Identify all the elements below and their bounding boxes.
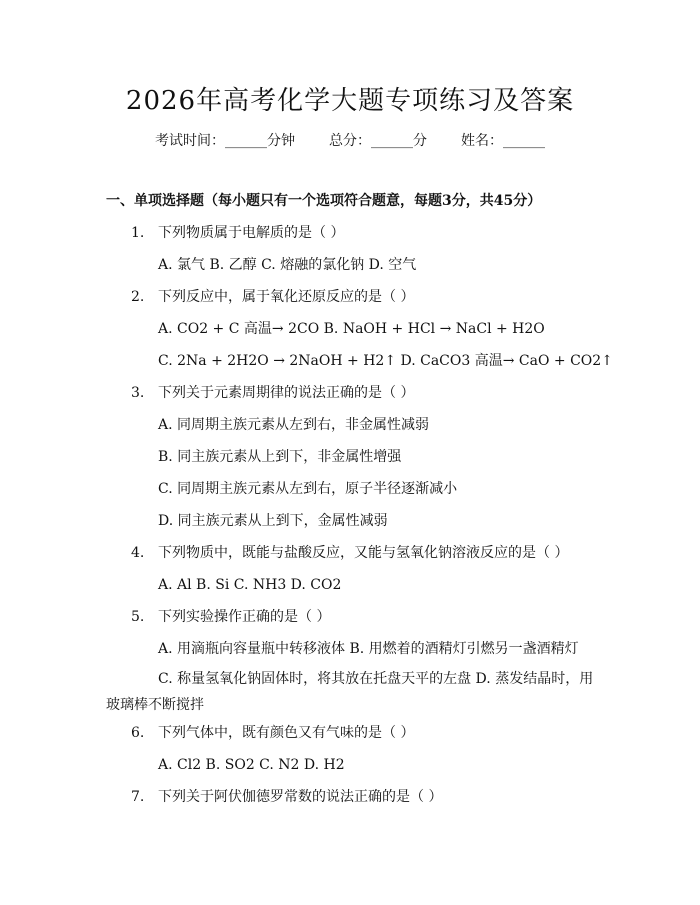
question-number: 5. bbox=[131, 609, 145, 625]
question-text: 下列物质中，既能与盐酸反应，又能与氢氧化钠溶液反应的是（ ） bbox=[158, 545, 569, 561]
question-number: 3. bbox=[131, 385, 145, 401]
question-2 bbox=[131, 287, 414, 307]
section-heading: 一、单项选择题（每小题只有一个选项符合题意，每题3分，共45分） bbox=[106, 193, 542, 209]
question-6 bbox=[131, 723, 414, 743]
question-2-options-cd: C. 2Na + 2H2O → 2NaOH + H2↑ D. CaCO3 高温→ CaO + CO2↑ bbox=[158, 353, 613, 369]
question-3 bbox=[131, 383, 414, 403]
question-number: 1. bbox=[131, 225, 145, 241]
question-3-option-a: A. 同周期主族元素从左到右，非金属性减弱 bbox=[158, 417, 430, 433]
question-2-options-ab: A. CO2 + C 高温→ 2CO B. NaOH + HCl → NaCl + H2O bbox=[158, 321, 545, 337]
exam-time-field: 考试时间：______分钟 bbox=[155, 133, 295, 149]
question-6-options: A. Cl2 B. SO2 C. N2 D. H2 bbox=[158, 757, 345, 773]
question-number: 6. bbox=[131, 725, 145, 741]
page-title: 2026年高考化学大题专项练习及答案 bbox=[125, 86, 575, 116]
question-text: 下列关于元素周期律的说法正确的是（ ） bbox=[158, 385, 415, 401]
question-5 bbox=[131, 607, 330, 627]
question-text: 下列实验操作正确的是（ ） bbox=[158, 609, 331, 625]
question-1 bbox=[131, 223, 344, 243]
question-text: 下列关于阿伏伽德罗常数的说法正确的是（ ） bbox=[158, 789, 443, 805]
question-1-options: A. 氯气 B. 乙醇 C. 熔融的氯化钠 D. 空气 bbox=[158, 257, 417, 273]
question-number: 4. bbox=[131, 545, 145, 561]
question-5-options-ab: A. 用滴瓶向容量瓶中转移液体 B. 用燃着的酒精灯引燃另一盏酒精灯 bbox=[158, 641, 579, 657]
exam-info bbox=[0, 130, 700, 150]
question-number: 7. bbox=[131, 789, 145, 805]
question-3-option-c: C. 同周期主族元素从左到右，原子半径逐渐减小 bbox=[158, 481, 458, 497]
total-score-field: 总分：______分 bbox=[329, 133, 427, 149]
question-4-options: A. Al B. Si C. NH3 D. CO2 bbox=[158, 577, 342, 593]
question-3-option-b: B. 同主族元素从上到下，非金属性增强 bbox=[158, 449, 402, 465]
question-5-options-cd: C. 称量氢氧化钠固体时，将其放在托盘天平的左盘 D. 蒸发结晶时，用玻璃棒不断搅拌 bbox=[106, 671, 594, 713]
question-7 bbox=[131, 787, 442, 807]
question-4 bbox=[131, 543, 568, 563]
name-field: 姓名：______ bbox=[461, 133, 545, 149]
question-text: 下列气体中，既有颜色又有气味的是（ ） bbox=[158, 725, 415, 741]
question-text: 下列物质属于电解质的是（ ） bbox=[158, 225, 345, 241]
question-number: 2. bbox=[131, 289, 145, 305]
question-text: 下列反应中，属于氧化还原反应的是（ ） bbox=[158, 289, 415, 305]
question-3-option-d: D. 同主族元素从上到下，金属性减弱 bbox=[158, 513, 388, 529]
